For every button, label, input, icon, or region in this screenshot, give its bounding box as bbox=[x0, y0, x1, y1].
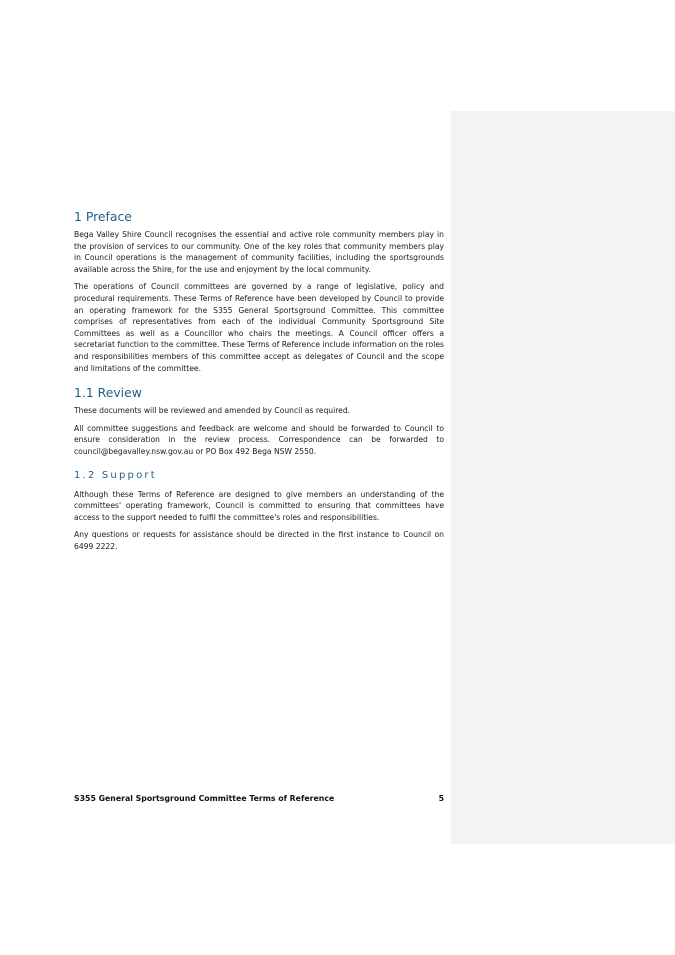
support-paragraph-2: Any questions or requests for assistance should be directed in the first instance to Council on 6499 2222. bbox=[74, 530, 444, 551]
heading-support: 1.2 Support bbox=[74, 469, 157, 481]
document-body bbox=[74, 209, 444, 558]
page-number: 5 bbox=[438, 794, 444, 803]
comment-margin-pane bbox=[451, 111, 675, 844]
support-paragraph-1: Although these Terms of Reference are designed to give members an understanding of the committees' operating framework, Council is committed to ensuring that committees have access to the support needed to fulfil the committee's roles and responsibilities. bbox=[74, 489, 444, 522]
heading-review: 1.1 Review bbox=[74, 385, 142, 401]
preface-paragraph-2: The operations of Council committees are governed by a range of legislative, policy and procedural requirements. These Terms of Reference have been developed by Council to provide an operating framework for the S355 General Sportsground Committee. This committee comprises of representatives from each of the individual Community Sportsground Site Committees as well as a Councillor who chairs the meetings. A Council officer offers a secretariat function to the committee. These Terms of Reference include information on the roles and responsibilities members of this committee accept as delegates of Council and the scope and limitations of the committee. bbox=[74, 282, 444, 373]
preface-paragraph-1: Bega Valley Shire Council recognises the essential and active role community members play in the provision of services to our community. One of the key roles that community members play in Council operations is the management of community facilities, including the sportsgrounds available across the Shire, for the use and enjoyment by the local community. bbox=[74, 230, 444, 274]
review-paragraph-2: All committee suggestions and feedback are welcome and should be forwarded to Council to ensure consideration in the review process. Correspondence can be forwarded to council@begavalley.nsw.gov.au or PO Box 492 Bega NSW 2550. bbox=[74, 423, 444, 456]
footer-title: S355 General Sportsground Committee Terms of Reference bbox=[74, 794, 335, 803]
heading-preface: 1 Preface bbox=[74, 209, 132, 224]
review-paragraph-1: These documents will be reviewed and amended by Council as required. bbox=[74, 406, 351, 416]
